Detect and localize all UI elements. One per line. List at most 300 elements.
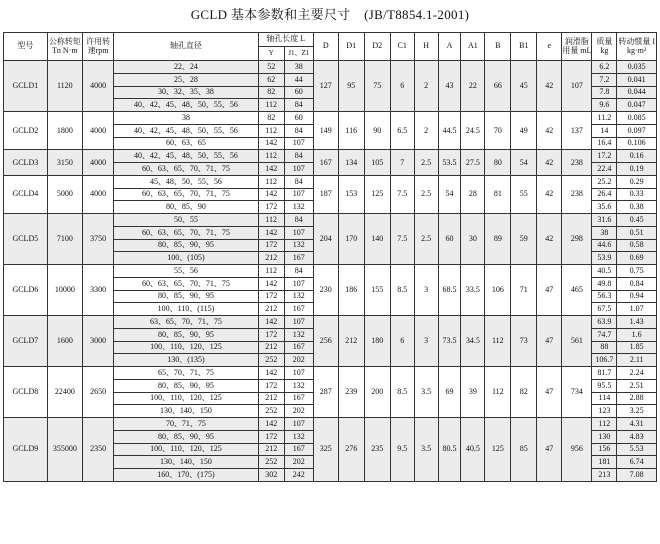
length-j1z1-cell: 132 (284, 239, 313, 252)
bore-cell: 55、56 (114, 265, 259, 278)
length-y-cell: 172 (258, 239, 284, 252)
a-cell: 80.5 (438, 418, 461, 482)
model-cell: GCLD5 (4, 214, 48, 265)
mass-cell: 123 (592, 405, 617, 418)
grease-cell: 238 (562, 150, 592, 176)
b1-cell: 73 (511, 316, 537, 367)
inertia-cell: 1.07 (617, 303, 657, 316)
header-grease: 润滑脂用量 mL (562, 33, 592, 61)
length-j1z1-cell: 202 (284, 354, 313, 367)
bore-cell: 100、110、(115) (114, 303, 259, 316)
d2-cell: 75 (364, 61, 390, 112)
table-row (4, 150, 657, 163)
mass-cell: 44.6 (592, 239, 617, 252)
length-y-cell: 112 (258, 175, 284, 188)
header-D1: D1 (338, 33, 364, 61)
length-j1z1-cell: 132 (284, 201, 313, 214)
c1-cell: 7 (390, 150, 414, 176)
h-cell: 3 (414, 265, 438, 316)
model-cell: GCLD4 (4, 175, 48, 213)
table-row (4, 367, 657, 380)
length-y-cell: 112 (258, 150, 284, 163)
mass-cell: 38 (592, 226, 617, 239)
a-cell: 60 (438, 214, 461, 265)
mass-cell: 156 (592, 443, 617, 456)
table-row (4, 175, 657, 188)
length-y-cell: 62 (258, 73, 284, 86)
b1-cell: 82 (511, 367, 537, 418)
bore-cell: 40、42、45、48、50、55、56 (114, 150, 259, 163)
length-j1z1-cell: 84 (284, 175, 313, 188)
speed-cell: 4000 (83, 112, 114, 150)
bore-cell: 80、85、90、95 (114, 290, 259, 303)
bore-cell: 50、55 (114, 214, 259, 227)
a1-cell: 34.5 (461, 316, 485, 367)
a1-cell: 30 (461, 214, 485, 265)
length-y-cell: 142 (258, 277, 284, 290)
length-j1z1-cell: 167 (284, 392, 313, 405)
model-cell: GCLD1 (4, 61, 48, 112)
length-j1z1-cell: 84 (284, 124, 313, 137)
spec-table (3, 32, 657, 482)
length-j1z1-cell: 167 (284, 303, 313, 316)
inertia-cell: 0.044 (617, 86, 657, 99)
grease-cell: 298 (562, 214, 592, 265)
d1-cell: 170 (338, 214, 364, 265)
mass-cell: 181 (592, 456, 617, 469)
e-cell: 47 (537, 316, 562, 367)
table-row (4, 265, 657, 278)
c1-cell: 6 (390, 61, 414, 112)
length-j1z1-cell: 132 (284, 328, 313, 341)
e-cell: 42 (537, 61, 562, 112)
d-cell: 287 (313, 367, 338, 418)
bore-cell: 80、85、90、95 (114, 379, 259, 392)
header-A1: A1 (461, 33, 485, 61)
bore-cell: 80、85、90、95 (114, 239, 259, 252)
h-cell: 2.5 (414, 214, 438, 265)
length-y-cell: 212 (258, 443, 284, 456)
b1-cell: 71 (511, 265, 537, 316)
inertia-cell: 2.24 (617, 367, 657, 380)
e-cell: 42 (537, 150, 562, 176)
d2-cell: 105 (364, 150, 390, 176)
inertia-cell: 0.041 (617, 73, 657, 86)
inertia-cell: 0.085 (617, 112, 657, 125)
mass-cell: 40.5 (592, 265, 617, 278)
model-cell: GCLD3 (4, 150, 48, 176)
length-y-cell: 142 (258, 367, 284, 380)
d2-cell: 140 (364, 214, 390, 265)
h-cell: 3 (414, 316, 438, 367)
header-inertia: 转动惯量 I kg·m² (617, 33, 657, 61)
b1-cell: 85 (511, 418, 537, 482)
mass-cell: 56.3 (592, 290, 617, 303)
mass-cell: 112 (592, 418, 617, 431)
mass-cell: 114 (592, 392, 617, 405)
d-cell: 256 (313, 316, 338, 367)
length-j1z1-cell: 60 (284, 112, 313, 125)
length-y-cell: 172 (258, 379, 284, 392)
c1-cell: 9.5 (390, 418, 414, 482)
h-cell: 3.5 (414, 418, 438, 482)
speed-cell: 4000 (83, 150, 114, 176)
h-cell: 2 (414, 61, 438, 112)
length-y-cell: 142 (258, 418, 284, 431)
grease-cell: 561 (562, 316, 592, 367)
length-y-cell: 112 (258, 99, 284, 112)
title-text: GCLD 基本参数和主要尺寸 (190, 7, 351, 22)
h-cell: 2.5 (414, 175, 438, 213)
table-row (4, 418, 657, 431)
bore-cell: 40、42、45、48、50、55、56 (114, 124, 259, 137)
inertia-cell: 0.51 (617, 226, 657, 239)
length-y-cell: 82 (258, 86, 284, 99)
inertia-cell: 0.58 (617, 239, 657, 252)
bore-cell: 25、28 (114, 73, 259, 86)
b-cell: 80 (485, 150, 511, 176)
inertia-cell: 0.75 (617, 265, 657, 278)
d-cell: 187 (313, 175, 338, 213)
d-cell: 127 (313, 61, 338, 112)
torque-cell: 1800 (47, 112, 82, 150)
table-body (4, 61, 657, 482)
torque-cell: 10000 (47, 265, 82, 316)
b-cell: 81 (485, 175, 511, 213)
inertia-cell: 0.94 (617, 290, 657, 303)
mass-cell: 7.8 (592, 86, 617, 99)
mass-cell: 130 (592, 430, 617, 443)
document-title (0, 4, 660, 23)
length-y-cell: 142 (258, 316, 284, 329)
grease-cell: 137 (562, 112, 592, 150)
length-j1z1-cell: 107 (284, 367, 313, 380)
length-j1z1-cell: 84 (284, 99, 313, 112)
b-cell: 89 (485, 214, 511, 265)
bore-cell: 80、85、90、95 (114, 328, 259, 341)
a1-cell: 24.5 (461, 112, 485, 150)
mass-cell: 6.2 (592, 61, 617, 74)
e-cell: 47 (537, 367, 562, 418)
header-length-j1z1: J1、Z1 (284, 47, 313, 61)
b1-cell: 59 (511, 214, 537, 265)
length-j1z1-cell: 44 (284, 73, 313, 86)
inertia-cell: 2.11 (617, 354, 657, 367)
model-cell: GCLD9 (4, 418, 48, 482)
bore-cell: 100、110、120、125 (114, 443, 259, 456)
header-torque: 公称转矩Tn N·m (47, 33, 82, 61)
inertia-cell: 0.45 (617, 214, 657, 227)
a-cell: 73.5 (438, 316, 461, 367)
header-length: 轴孔长度 L (258, 33, 313, 47)
length-y-cell: 172 (258, 290, 284, 303)
speed-cell: 3750 (83, 214, 114, 265)
length-j1z1-cell: 84 (284, 150, 313, 163)
torque-cell: 1120 (47, 61, 82, 112)
table-row (4, 61, 657, 74)
c1-cell: 7.5 (390, 214, 414, 265)
bore-cell: 45、48、50、55、56 (114, 175, 259, 188)
header-D2: D2 (364, 33, 390, 61)
d1-cell: 239 (338, 367, 364, 418)
length-y-cell: 172 (258, 201, 284, 214)
inertia-cell: 7.08 (617, 469, 657, 482)
length-y-cell: 82 (258, 112, 284, 125)
c1-cell: 6.5 (390, 112, 414, 150)
header-D: D (313, 33, 338, 61)
b1-cell: 45 (511, 61, 537, 112)
inertia-cell: 0.106 (617, 137, 657, 150)
a-cell: 68.5 (438, 265, 461, 316)
inertia-cell: 0.84 (617, 277, 657, 290)
d1-cell: 95 (338, 61, 364, 112)
torque-cell: 355000 (47, 418, 82, 482)
c1-cell: 8.5 (390, 367, 414, 418)
inertia-cell: 2.51 (617, 379, 657, 392)
mass-cell: 53.9 (592, 252, 617, 265)
inertia-cell: 1.43 (617, 316, 657, 329)
c1-cell: 7.5 (390, 175, 414, 213)
d2-cell: 180 (364, 316, 390, 367)
c1-cell: 6 (390, 316, 414, 367)
a-cell: 69 (438, 367, 461, 418)
length-j1z1-cell: 84 (284, 265, 313, 278)
model-cell: GCLD6 (4, 265, 48, 316)
grease-cell: 107 (562, 61, 592, 112)
length-j1z1-cell: 107 (284, 277, 313, 290)
inertia-cell: 4.31 (617, 418, 657, 431)
mass-cell: 14 (592, 124, 617, 137)
bore-cell: 160、170、(175) (114, 469, 259, 482)
length-j1z1-cell: 202 (284, 456, 313, 469)
grease-cell: 465 (562, 265, 592, 316)
d2-cell: 90 (364, 112, 390, 150)
header-e: e (537, 33, 562, 61)
length-j1z1-cell: 38 (284, 61, 313, 74)
a1-cell: 40.5 (461, 418, 485, 482)
mass-cell: 9.6 (592, 99, 617, 112)
e-cell: 42 (537, 214, 562, 265)
mass-cell: 67.5 (592, 303, 617, 316)
length-j1z1-cell: 107 (284, 163, 313, 176)
d-cell: 325 (313, 418, 338, 482)
grease-cell: 956 (562, 418, 592, 482)
header-H: H (414, 33, 438, 61)
header-speed: 许用转速rpm (83, 33, 114, 61)
mass-cell: 213 (592, 469, 617, 482)
inertia-cell: 4.83 (617, 430, 657, 443)
mass-cell: 7.2 (592, 73, 617, 86)
bore-cell: 70、71、75 (114, 418, 259, 431)
torque-cell: 5000 (47, 175, 82, 213)
length-j1z1-cell: 132 (284, 290, 313, 303)
length-y-cell: 212 (258, 303, 284, 316)
speed-cell: 2650 (83, 367, 114, 418)
d2-cell: 200 (364, 367, 390, 418)
header-B1: B1 (511, 33, 537, 61)
speed-cell: 2350 (83, 418, 114, 482)
inertia-cell: 0.097 (617, 124, 657, 137)
bore-cell: 65、70、71、75 (114, 367, 259, 380)
inertia-cell: 6.74 (617, 456, 657, 469)
inertia-cell: 3.25 (617, 405, 657, 418)
bore-cell: 60、63、65、70、71、75 (114, 163, 259, 176)
b-cell: 106 (485, 265, 511, 316)
inertia-cell: 0.29 (617, 175, 657, 188)
d-cell: 204 (313, 214, 338, 265)
length-y-cell: 172 (258, 430, 284, 443)
length-j1z1-cell: 242 (284, 469, 313, 482)
bore-cell: 130、140、150 (114, 456, 259, 469)
model-cell: GCLD8 (4, 367, 48, 418)
length-y-cell: 142 (258, 163, 284, 176)
e-cell: 42 (537, 175, 562, 213)
bore-cell: 100、110、120、125 (114, 341, 259, 354)
a-cell: 54 (438, 175, 461, 213)
h-cell: 3.5 (414, 367, 438, 418)
length-j1z1-cell: 107 (284, 226, 313, 239)
length-j1z1-cell: 202 (284, 405, 313, 418)
mass-cell: 63.9 (592, 316, 617, 329)
bore-cell: 63、65、70、71、75 (114, 316, 259, 329)
mass-cell: 88 (592, 341, 617, 354)
header-model: 型号 (4, 33, 48, 61)
b1-cell: 55 (511, 175, 537, 213)
d1-cell: 186 (338, 265, 364, 316)
d1-cell: 212 (338, 316, 364, 367)
torque-cell: 3150 (47, 150, 82, 176)
length-j1z1-cell: 107 (284, 316, 313, 329)
a-cell: 43 (438, 61, 461, 112)
header-C1: C1 (390, 33, 414, 61)
d1-cell: 116 (338, 112, 364, 150)
header-B: B (485, 33, 511, 61)
header-A: A (438, 33, 461, 61)
mass-cell: 16.4 (592, 137, 617, 150)
mass-cell: 35.6 (592, 201, 617, 214)
d-cell: 149 (313, 112, 338, 150)
d2-cell: 155 (364, 265, 390, 316)
b-cell: 112 (485, 367, 511, 418)
length-y-cell: 212 (258, 341, 284, 354)
bore-cell: 100、110、120、125 (114, 392, 259, 405)
a-cell: 53.5 (438, 150, 461, 176)
speed-cell: 4000 (83, 61, 114, 112)
grease-cell: 734 (562, 367, 592, 418)
a1-cell: 33.5 (461, 265, 485, 316)
torque-cell: 7100 (47, 214, 82, 265)
mass-cell: 22.4 (592, 163, 617, 176)
table-row (4, 112, 657, 125)
length-y-cell: 112 (258, 265, 284, 278)
bore-cell: 100、(105) (114, 252, 259, 265)
bore-cell: 30、32、35、38 (114, 86, 259, 99)
mass-cell: 74.7 (592, 328, 617, 341)
length-y-cell: 142 (258, 226, 284, 239)
length-j1z1-cell: 167 (284, 443, 313, 456)
bore-cell: 80、85、90 (114, 201, 259, 214)
length-y-cell: 302 (258, 469, 284, 482)
inertia-cell: 0.035 (617, 61, 657, 74)
b-cell: 66 (485, 61, 511, 112)
length-y-cell: 252 (258, 456, 284, 469)
torque-cell: 1600 (47, 316, 82, 367)
mass-cell: 49.8 (592, 277, 617, 290)
mass-cell: 26.4 (592, 188, 617, 201)
bore-cell: 130、140、150 (114, 405, 259, 418)
mass-cell: 25.2 (592, 175, 617, 188)
length-y-cell: 112 (258, 124, 284, 137)
b-cell: 70 (485, 112, 511, 150)
a-cell: 44.5 (438, 112, 461, 150)
bore-cell: 60、63、65、70、71、75 (114, 226, 259, 239)
e-cell: 47 (537, 265, 562, 316)
speed-cell: 3300 (83, 265, 114, 316)
d2-cell: 125 (364, 175, 390, 213)
mass-cell: 106.7 (592, 354, 617, 367)
d-cell: 230 (313, 265, 338, 316)
d-cell: 167 (313, 150, 338, 176)
bore-cell: 40、42、45、48、50、55、56 (114, 99, 259, 112)
length-y-cell: 212 (258, 252, 284, 265)
speed-cell: 4000 (83, 175, 114, 213)
length-j1z1-cell: 107 (284, 418, 313, 431)
inertia-cell: 1.85 (617, 341, 657, 354)
h-cell: 2 (414, 112, 438, 150)
length-y-cell: 142 (258, 137, 284, 150)
table-row (4, 316, 657, 329)
a1-cell: 22 (461, 61, 485, 112)
bore-cell: 22、24 (114, 61, 259, 74)
inertia-cell: 1.6 (617, 328, 657, 341)
e-cell: 47 (537, 418, 562, 482)
length-j1z1-cell: 107 (284, 137, 313, 150)
length-y-cell: 172 (258, 328, 284, 341)
length-j1z1-cell: 60 (284, 86, 313, 99)
length-y-cell: 112 (258, 214, 284, 227)
bore-cell: 38 (114, 112, 259, 125)
inertia-cell: 0.33 (617, 188, 657, 201)
inertia-cell: 5.53 (617, 443, 657, 456)
e-cell: 42 (537, 112, 562, 150)
inertia-cell: 0.16 (617, 150, 657, 163)
mass-cell: 95.5 (592, 379, 617, 392)
bore-cell: 60、63、65、70、71、75 (114, 188, 259, 201)
b-cell: 112 (485, 316, 511, 367)
standard-code: (JB/T8854.1-2001) (364, 7, 470, 22)
bore-cell: 130、(135) (114, 354, 259, 367)
length-y-cell: 212 (258, 392, 284, 405)
table-row (4, 214, 657, 227)
speed-cell: 3000 (83, 316, 114, 367)
mass-cell: 81.7 (592, 367, 617, 380)
b1-cell: 49 (511, 112, 537, 150)
torque-cell: 22400 (47, 367, 82, 418)
length-y-cell: 52 (258, 61, 284, 74)
c1-cell: 8.5 (390, 265, 414, 316)
table-header (4, 33, 657, 61)
length-y-cell: 142 (258, 188, 284, 201)
model-cell: GCLD7 (4, 316, 48, 367)
grease-cell: 238 (562, 175, 592, 213)
header-bore: 轴孔直径 (114, 33, 259, 61)
header-length-y: Y (258, 47, 284, 61)
bore-cell: 60、63、65、70、71、75 (114, 277, 259, 290)
inertia-cell: 0.38 (617, 201, 657, 214)
model-cell: GCLD2 (4, 112, 48, 150)
inertia-cell: 0.69 (617, 252, 657, 265)
inertia-cell: 0.19 (617, 163, 657, 176)
